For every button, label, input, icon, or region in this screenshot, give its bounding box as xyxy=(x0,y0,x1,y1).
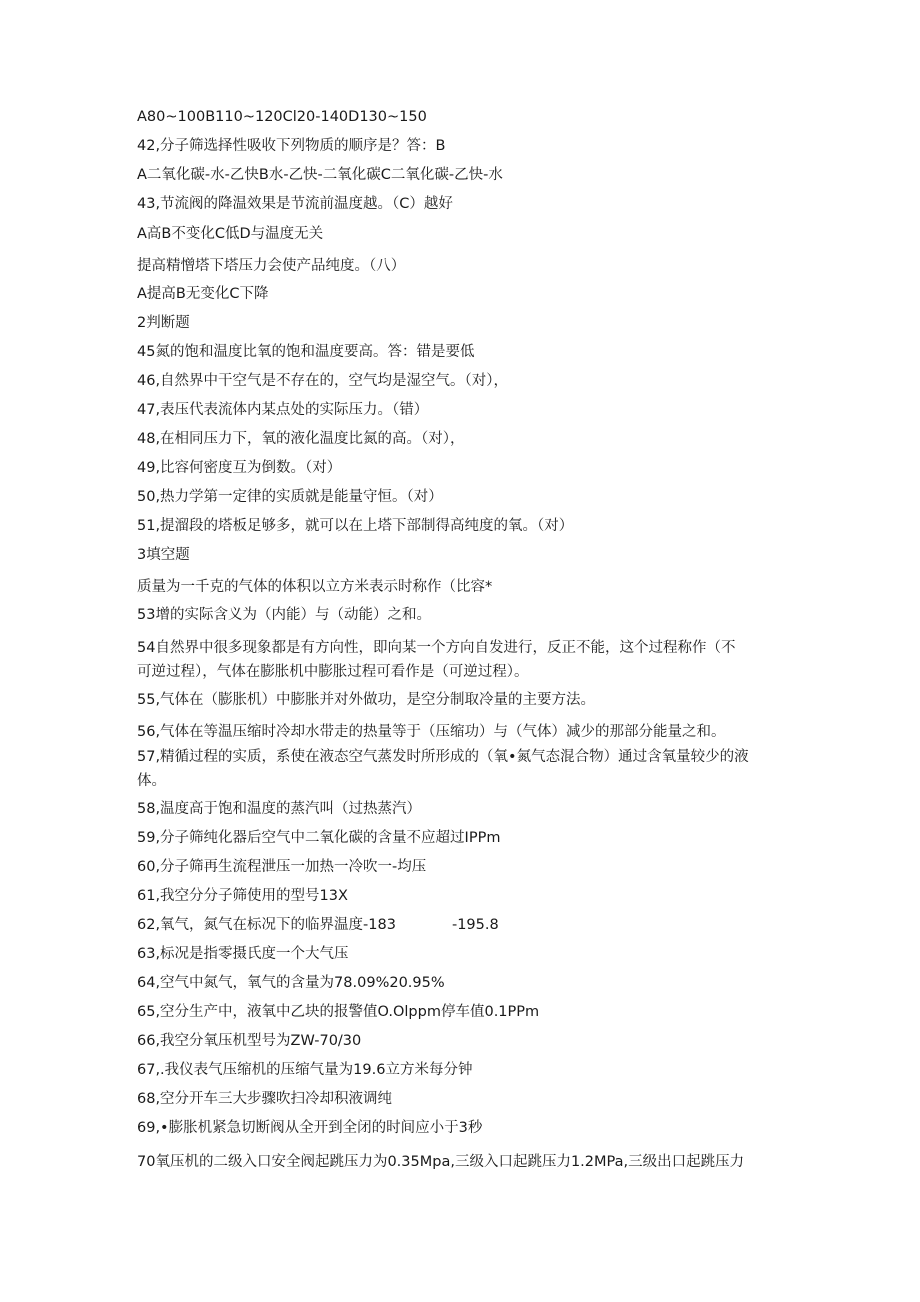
text-line: 提高精憎塔下塔压力会使产品纯度。（八） xyxy=(137,258,406,274)
text-line: 61,我空分分子筛使用的型号13X xyxy=(137,888,348,904)
text-line: 42,分子筛选择性吸收下列物质的顺序是？答：B xyxy=(137,138,446,154)
text-line: 65,空分生产中，液氧中乙块的报警值O.Olppm停车值0.1PPm xyxy=(137,1004,540,1020)
text-line: 54自然界中很多现象都是有方向性，即向某一个方向自发进行，反正不能，这个过程称作（不 xyxy=(137,640,736,656)
section-heading: 3填空题 xyxy=(137,547,190,563)
text-line: 57,精循过程的实质，系使在液态空气蒸发时所形成的（氧•氮气态混合物）通过含氧量较少的液 xyxy=(137,749,749,765)
text-line: 53增的实际含义为（内能）与（动能）之和。 xyxy=(137,607,431,623)
critical-temperature-oxygen: 62,氧气，氮气在标况下的临界温度-183 xyxy=(137,917,396,933)
text-line: 67,.我仪表气压缩机的压缩气量为19.6立方米每分钟 xyxy=(137,1062,473,1078)
text-line: 43,节流阀的降温效果是节流前温度越。（C）越好 xyxy=(137,196,453,212)
text-line: 69,•膨胀机紧急切断阀从全开到全闭的时间应小于3秒 xyxy=(137,1120,483,1136)
text-line: A高B不变化C低D与温度无关 xyxy=(137,226,324,242)
text-line: 47,表压代表流体内某点处的实际压力。（错） xyxy=(137,402,429,418)
text-line: 质量为一千克的气体的体积以立方米表示时称作（比容* xyxy=(137,579,493,595)
critical-temperature-nitrogen: -195.8 xyxy=(451,917,499,933)
text-line: 体。 xyxy=(137,773,166,789)
text-line: A80~100B110~120Cl20-140D130~150 xyxy=(137,109,427,125)
text-line: 49,比容何密度互为倒数。（对） xyxy=(137,460,342,476)
text-line: 55,气体在（膨胀机）中膨胀并对外做功，是空分制取冷量的主要方法。 xyxy=(137,692,596,708)
text-line: 46,自然界中干空气是不存在的，空气均是湿空气。（对）， xyxy=(137,373,509,389)
text-line: 51,提溜段的塔板足够多，就可以在上塔下部制得高纯度的氧。（对） xyxy=(137,518,574,534)
text-line: A二氧化碳-水-乙快B水-乙快-二氧化碳C二氧化碳-乙快-水 xyxy=(137,167,503,183)
text-line: 58,温度高于饱和温度的蒸汽叫（过热蒸汽） xyxy=(137,801,422,817)
text-line: 70氧压机的二级入口安全阀起跳压力为0.35Mpa,三级入口起跳压力1.2MPa,三级出口起跳压力 xyxy=(137,1154,745,1170)
text-line: 63,标况是指零摄氏度一个大气压 xyxy=(137,946,349,962)
text-line: 68,空分开车三大步骤吹扫冷却积液调纯 xyxy=(137,1091,393,1107)
text-line: 48,在相同压力下，氧的液化温度比氮的高。（对）， xyxy=(137,431,465,447)
section-heading: 2判断题 xyxy=(137,315,190,331)
text-line: 64,空气中氮气，氧气的含量为78.09%20.95% xyxy=(137,975,445,991)
text-line: 66,我空分氧压机型号为ZW-70/30 xyxy=(137,1033,362,1049)
text-line: 60,分子筛再生流程泄压一加热一冷吹一-均压 xyxy=(137,859,427,875)
text-line: 56,气体在等温压缩时冷却水带走的热量等于（压缩功）与（气体）减少的那部分能量之和。 xyxy=(137,724,726,740)
text-line xyxy=(137,915,499,935)
text-line: A提高B无变化C下降 xyxy=(137,286,269,302)
text-line: 59,分子筛纯化器后空气中二氧化碳的含量不应超过IPPm xyxy=(137,830,501,846)
text-line: 45氮的饱和温度比氧的饱和温度要高。答：错是要低 xyxy=(137,344,475,360)
text-line: 50,热力学第一定律的实质就是能量守恒。（对） xyxy=(137,489,443,505)
text-line: 可逆过程），气体在膨胀机中膨胀过程可看作是（可逆过程）。 xyxy=(137,664,529,680)
